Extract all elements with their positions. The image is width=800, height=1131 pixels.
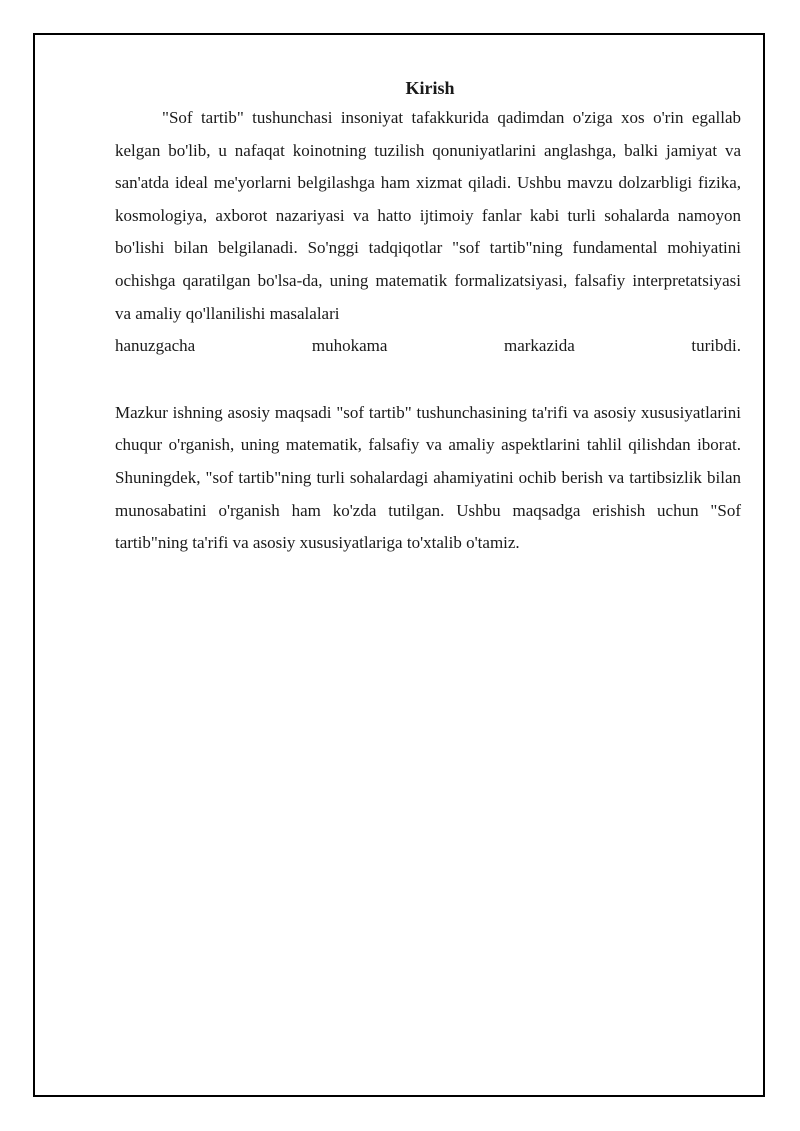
paragraph-intro: "Sof tartib" tushunchasi insoniyat tafakkurida qadimdan o'ziga xos o'rin egallab kelgan bo'lib, u nafaqat koinotning tuzilish qonuniyatlarini anglashga, balki jamiyat va san'atda ideal me'yorlarni belgilashga ham xizmat qiladi. Ushbu mavzu dolzarbligi fizika, kosmologiya, axborot nazariyasi va hatto ijtimoiy fanlar kabi turli sohalarda namoyon bo'lishi bilan belgilanadi. So'nggi tadqiqotlar "sof tartib"ning fundamental mohiyatini ochishga qaratilgan bo'lsa-da, uning matematik formalizatsiyasi, falsafiy interpretatsiyasi va amaliy qo'llanilishi masalalari bbox=[115, 108, 741, 323]
paragraph-intro-last-line: hanuzgacha muhokama markazida turibdi. bbox=[115, 336, 741, 356]
document-body bbox=[115, 74, 741, 560]
paragraph-purpose: Mazkur ishning asosiy maqsadi "sof tartib" tushunchasining ta'rifi va asosiy xususiyatlarini chuqur o'rganish, uning matematik, falsafiy va amaliy aspektlarini tahlil qilishdan iborat. Shuningdek, "sof tartib"ning turli sohalardagi ahamiyatini ochib berish va tartibsizlik bilan munosabatini o'rganish ham ko'zda tutilgan. Ushbu maqsadga erishish uchun "Sof tartib"ning ta'rifi va asosiy xususiyatlariga to'xtalib o'tamiz. bbox=[115, 402, 741, 553]
page-title: Kirish bbox=[405, 78, 455, 98]
paragraph-spacer bbox=[115, 363, 741, 397]
